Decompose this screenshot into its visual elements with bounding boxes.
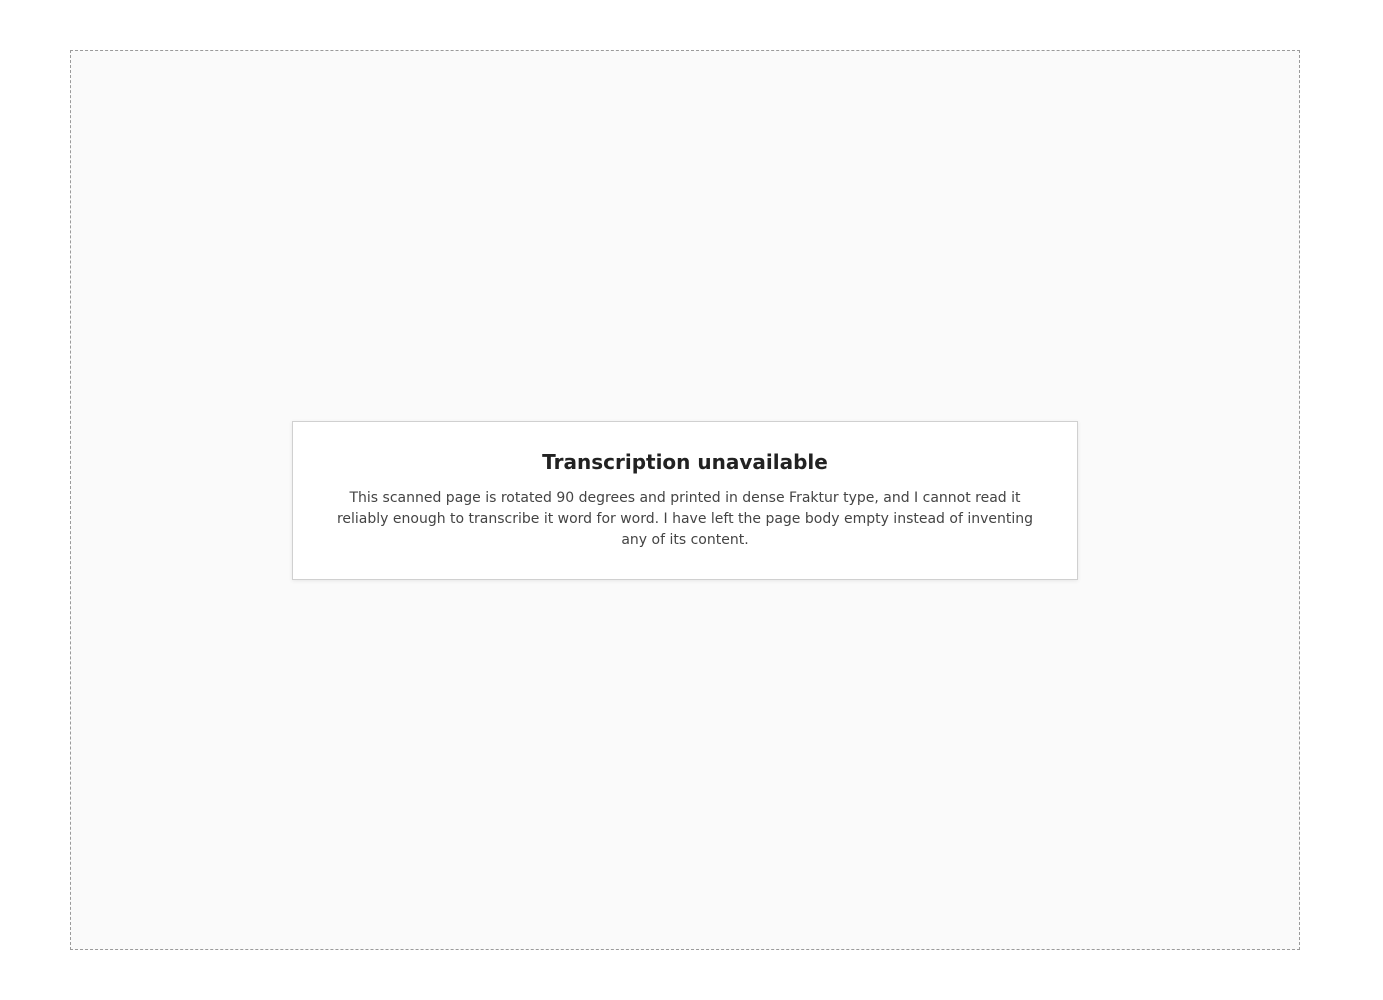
rotated-scan-area [70, 50, 1300, 950]
notice-message: This scanned page is rotated 90 degrees and printed in dense Fraktur type, and I cannot read it reliably enough to transcribe it word for word. I have left the page body empty instead of inventing any of its content. [336, 489, 1034, 548]
notice-heading: Transcription unavailable [542, 449, 828, 474]
transcription-notice [292, 421, 1078, 580]
